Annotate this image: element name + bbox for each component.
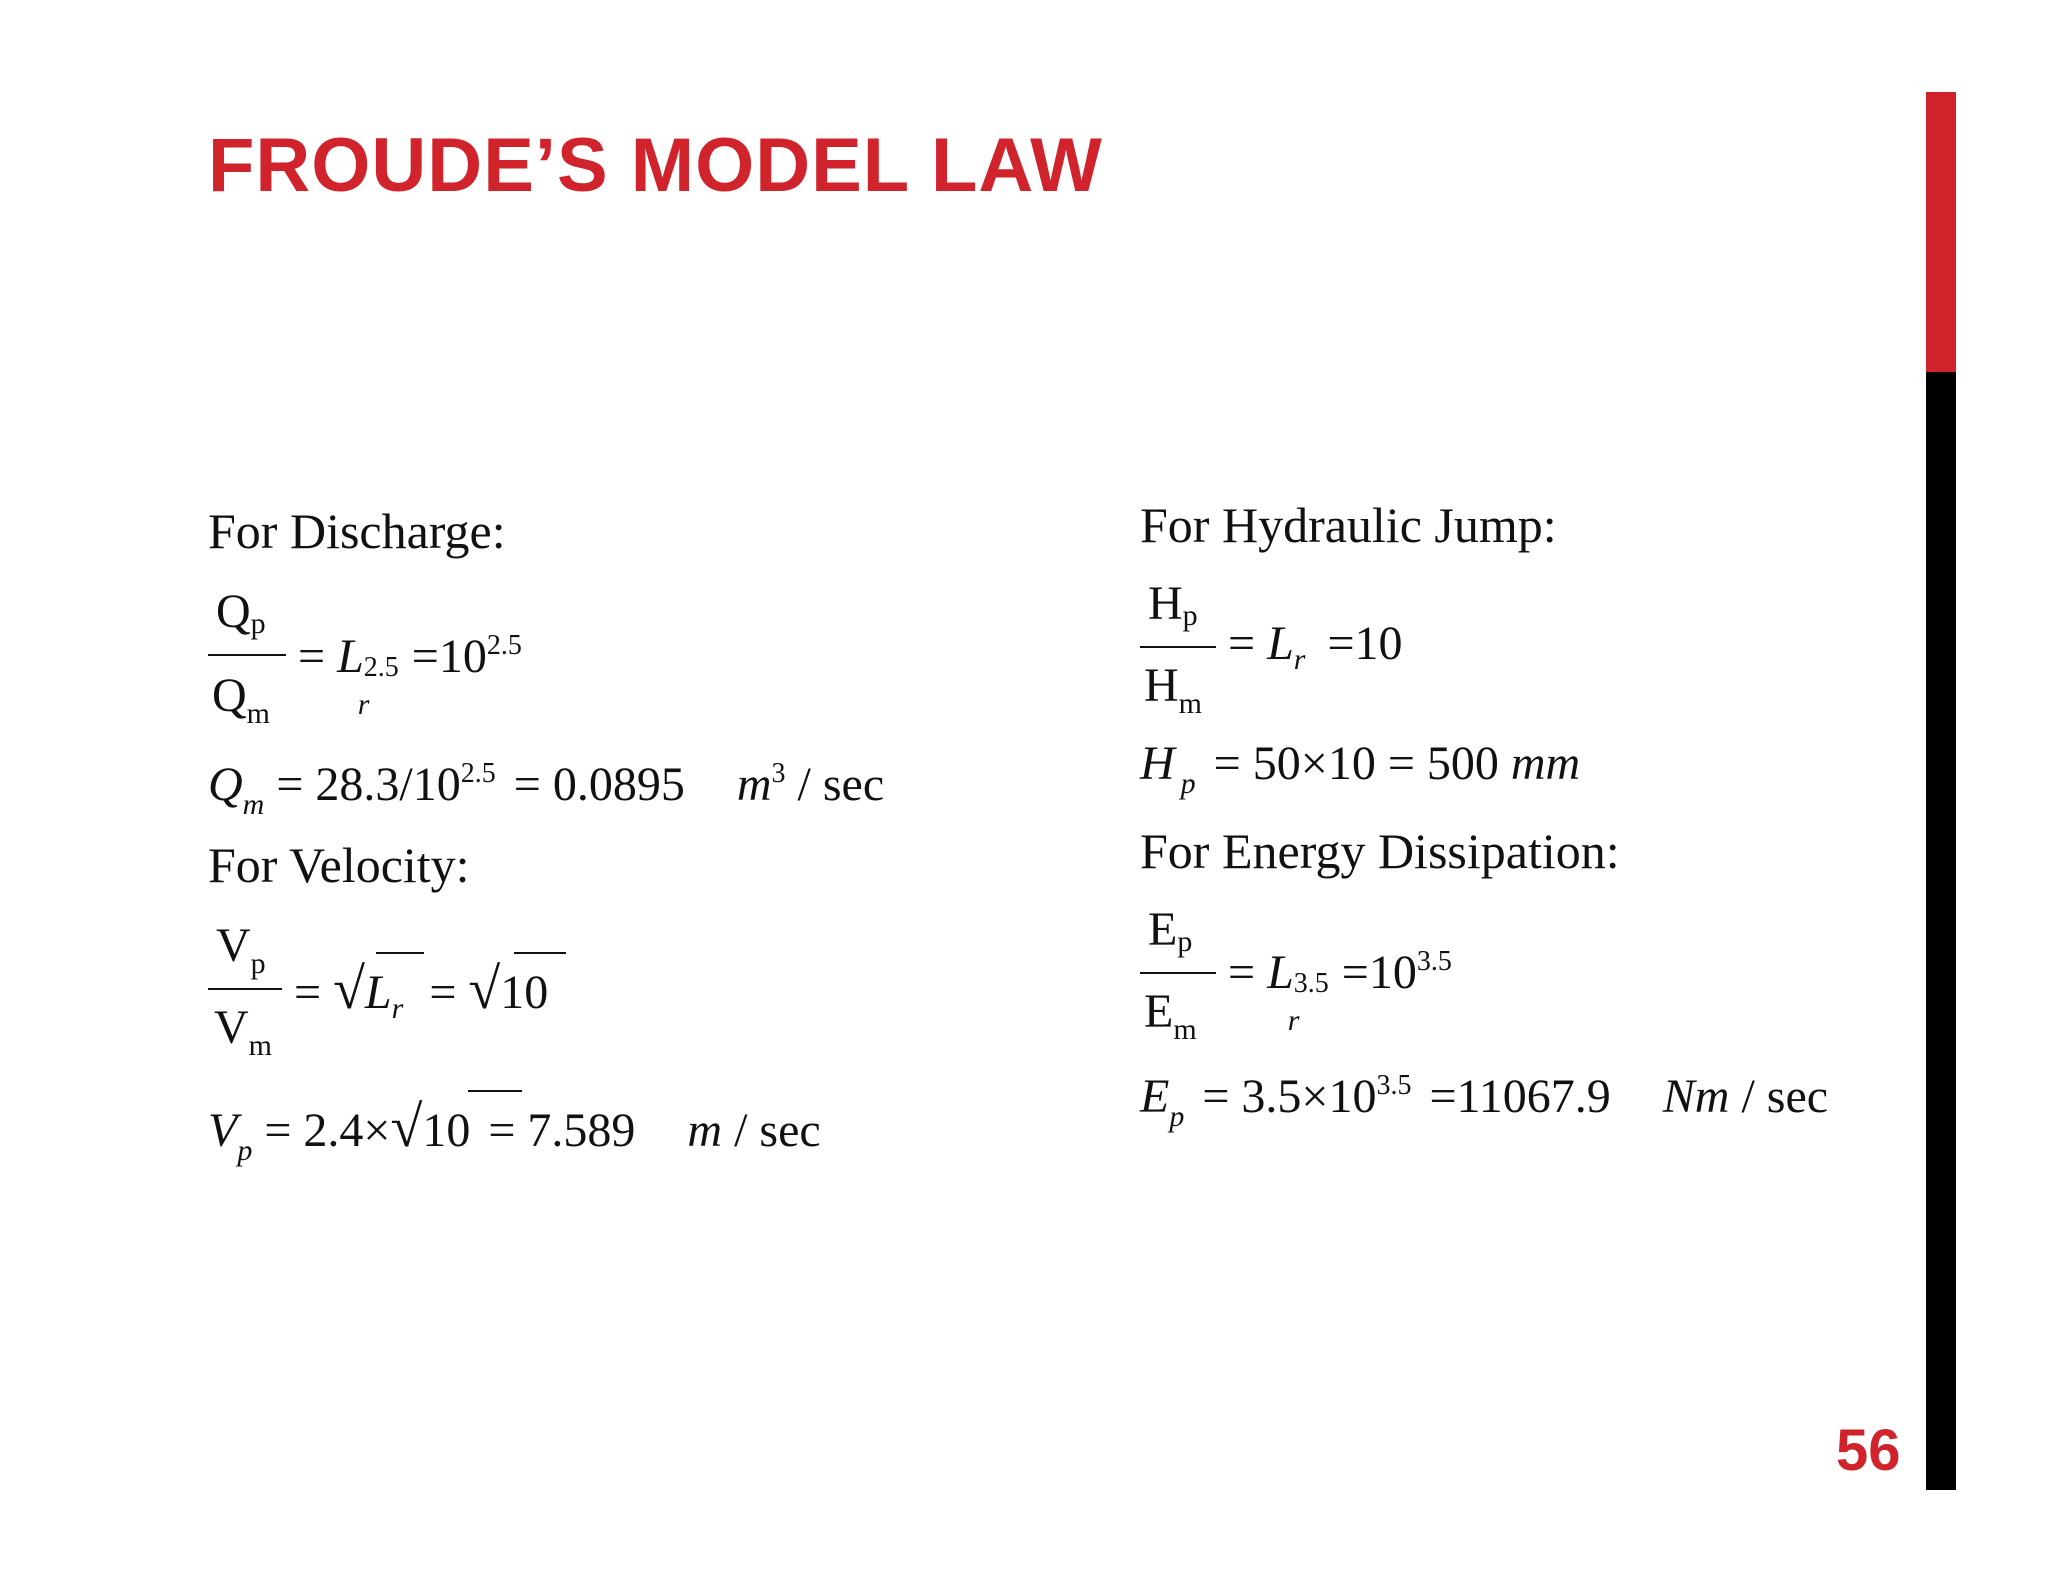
page-number: 56 bbox=[1836, 1418, 1901, 1483]
energy-heading: For Energy Dissipation: bbox=[1140, 823, 1620, 879]
accent-bar-red bbox=[1926, 92, 1956, 372]
discharge-fraction-bar bbox=[208, 654, 286, 656]
velocity-numerator: $V_p$ bbox=[216, 919, 266, 980]
sqrt-overline bbox=[468, 1090, 522, 1092]
hydraulic-jump-heading: For Hydraulic Jump: bbox=[1140, 497, 1557, 553]
energy-fraction-bar bbox=[1140, 972, 1216, 974]
jump-numerator: $H_p$ bbox=[1148, 577, 1198, 632]
energy-equation-rhs: = L 3.5 r $=10^{3.5}$ bbox=[1228, 946, 1452, 1037]
accent-bar-black bbox=[1926, 372, 1956, 1490]
sqrt-overline bbox=[376, 952, 424, 954]
velocity-prototype-equation: $V_p = 2.4\times√10 = 7.589$ m / sec bbox=[208, 1094, 821, 1167]
jump-denominator: $H_m$ bbox=[1144, 659, 1203, 720]
jump-prototype-equation: H $_p$ = 50×10 = 500 mm bbox=[1140, 737, 1581, 800]
discharge-numerator: $Q_p$ bbox=[216, 585, 266, 640]
energy-numerator: $E_p$ bbox=[1148, 903, 1193, 958]
velocity-fraction-bar bbox=[208, 988, 282, 990]
velocity-denominator: $V_m$ bbox=[214, 1001, 273, 1062]
sqrt-symbol: √ bbox=[333, 956, 365, 1021]
velocity-equation-rhs: = $√L_r = √10$ bbox=[294, 956, 549, 1025]
slide-title: FROUDE’S MODEL LAW bbox=[208, 123, 1103, 208]
sqrt-overline bbox=[514, 952, 566, 954]
discharge-heading: For Discharge: bbox=[208, 503, 506, 559]
discharge-equation-rhs: = L 2.5 r $=10^{2.5}$ bbox=[298, 630, 522, 721]
jump-equation-rhs: = $L_r =10$ bbox=[1228, 617, 1403, 676]
discharge-model-equation: $Q_m = 28.3/10^{2.5} = 0.0895$ $m^3$ / sec bbox=[208, 758, 885, 821]
jump-fraction-bar bbox=[1140, 646, 1216, 648]
sqrt-symbol: √ bbox=[468, 956, 501, 1021]
energy-denominator: $E_m$ bbox=[1144, 985, 1197, 1046]
energy-prototype-equation: $E_p = 3.5\times 10^{3.5} =11067.9$ Nm / sec bbox=[1140, 1070, 1829, 1133]
velocity-heading: For Velocity: bbox=[208, 837, 470, 893]
discharge-denominator: $Q_m$ bbox=[212, 669, 271, 730]
